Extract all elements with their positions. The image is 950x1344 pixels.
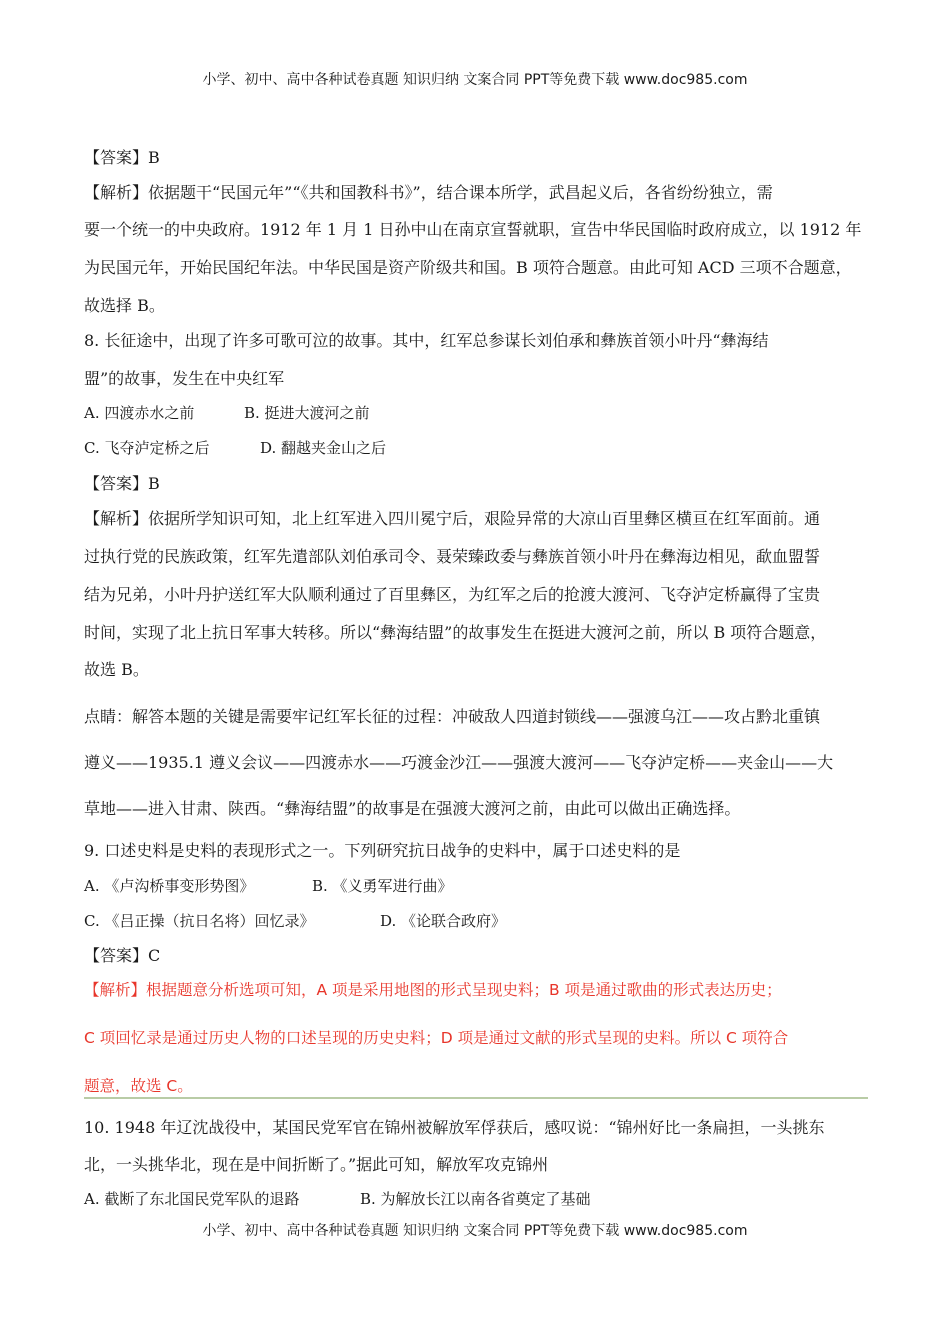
q9-option-d: D. 《论联合政府》 bbox=[380, 912, 507, 930]
page-header: 小学、初中、高中各种试卷真题 知识归纳 文案合同 PPT等免费下载 www.doc985.com bbox=[202, 72, 748, 88]
q8-analysis-line-1: 【解析】依据所学知识可知，北上红军进入四川冕宁后，艰险异常的大凉山百里彝区横亘在红军面前。通 bbox=[84, 509, 821, 528]
q9-option-c: C. 《吕正操（抗日名将）回忆录》 bbox=[84, 912, 315, 930]
q9-analysis-line-2: C 项回忆录是通过历史人物的口述呈现的历史史料；D 项是通过文献的形式呈现的史料。所以 C 项符合 bbox=[84, 1029, 789, 1047]
q10-stem-line-2: 北，一头挑华北，现在是中间折断了。”据此可知，解放军攻克锦州 bbox=[84, 1155, 549, 1174]
q9-option-b: B. 《义勇军进行曲》 bbox=[312, 877, 453, 895]
q8-tip-line-3: 草地——进入甘肃、陕西。“彝海结盟”的故事是在强渡大渡河之前，由此可以做出正确选择。 bbox=[84, 799, 741, 818]
q8-option-a: A. 四渡赤水之前 bbox=[84, 404, 195, 422]
q8-analysis-line-2: 过执行党的民族政策，红军先遣部队刘伯承司令、聂荣臻政委与彝族首领小叶丹在彝海边相见，歃血盟誓 bbox=[84, 547, 821, 566]
q8-analysis-line-3: 结为兄弟，小叶丹护送红军大队顺利通过了百里彝区，为红军之后的抢渡大渡河、飞夺泸定桥赢得了宝贵 bbox=[84, 585, 821, 604]
q8-analysis-line-4: 时间，实现了北上抗日军事大转移。所以“彝海结盟”的故事发生在挺进大渡河之前，所以 B 项符合题意， bbox=[84, 623, 827, 642]
q8-answer: 【答案】B bbox=[84, 474, 160, 493]
q8-option-c: C. 飞夺泸定桥之后 bbox=[84, 439, 210, 457]
q8-tip-line-2: 遵义——1935.1 遵义会议——四渡赤水——巧渡金沙江——强渡大渡河——飞夺泸定桥——夹金山——大 bbox=[84, 753, 834, 772]
q7-analysis-line-2: 要一个统一的中央政府。1912 年 1 月 1 日孙中山在南京宣誓就职，宣告中华民国临时政府成立，以 1912 年 bbox=[84, 220, 862, 239]
q7-answer: 【答案】B bbox=[84, 148, 160, 167]
q9-option-a: A. 《卢沟桥事变形势图》 bbox=[84, 877, 255, 895]
q9-analysis-line-1: 【解析】根据题意分析选项可知，A 项是采用地图的形式呈现史料；B 项是通过歌曲的形式表达历史； bbox=[84, 981, 782, 999]
q9-stem: 9. 口述史料是史料的表现形式之一。下列研究抗日战争的史料中，属于口述史料的是 bbox=[84, 841, 681, 860]
q10-option-b: B. 为解放长江以南各省奠定了基础 bbox=[360, 1190, 591, 1208]
q9-answer: 【答案】C bbox=[84, 946, 161, 965]
q10-stem-line-1: 10. 1948 年辽沈战役中，某国民党军官在锦州被解放军俘获后，感叹说：“锦州好比一条扁担，一头挑东 bbox=[84, 1118, 825, 1137]
section-divider bbox=[84, 1097, 868, 1099]
q8-stem-line-1: 8. 长征途中，出现了许多可歌可泣的故事。其中，红军总参谋长刘伯承和彝族首领小叶丹“彝海结 bbox=[84, 331, 769, 350]
q8-analysis-line-5: 故选 B。 bbox=[84, 660, 149, 679]
q8-option-d: D. 翻越夹金山之后 bbox=[260, 439, 387, 457]
q7-analysis-line-3: 为民国元年，开始民国纪年法。中华民国是资产阶级共和国。B 项符合题意。由此可知 ACD 三项不合题意， bbox=[84, 258, 852, 277]
q8-tip-line-1: 点睛：解答本题的关键是需要牢记红军长征的过程：冲破敌人四道封锁线——强渡乌江——攻占黔北重镇 bbox=[84, 707, 821, 726]
q8-stem-line-2: 盟”的故事，发生在中央红军 bbox=[84, 369, 285, 388]
q7-analysis-line-1: 【解析】依据题干“民国元年”“《共和国教科书》”，结合课本所学，武昌起义后，各省纷纷独立，需 bbox=[84, 183, 773, 202]
q7-analysis-line-4: 故选择 B。 bbox=[84, 296, 165, 315]
q9-analysis-line-3: 题意，故选 C。 bbox=[84, 1077, 193, 1095]
q10-option-a: A. 截断了东北国民党军队的退路 bbox=[84, 1190, 300, 1208]
q8-option-b: B. 挺进大渡河之前 bbox=[244, 404, 370, 422]
page-footer: 小学、初中、高中各种试卷真题 知识归纳 文案合同 PPT等免费下载 www.doc985.com bbox=[202, 1223, 748, 1239]
